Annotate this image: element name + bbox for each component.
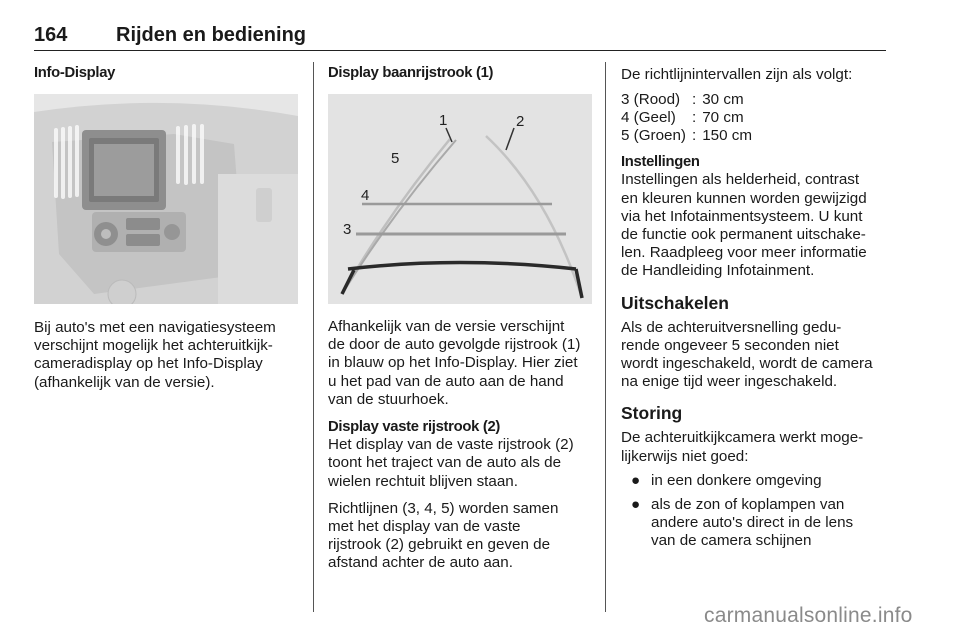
switch-off-paragraph: Als de achteruitversnelling gedu- rende ongeveer 5 seconden niet wordt ingeschakeld, wordt de camera na enige tijd weer ingeschakeld. — [621, 318, 873, 391]
bullet-text: als de zon of koplampen van andere auto's direct in de lens van de camera schijnen — [651, 496, 854, 550]
figure-label-2: 2 — [516, 113, 525, 130]
figure-label-1: 1 — [439, 112, 448, 129]
column-1 — [34, 64, 304, 82]
bullet-dot: ● — [631, 471, 641, 489]
page-number: 164 — [34, 24, 68, 46]
fixed-lane-heading: Display vaste rijstrook (2) — [328, 419, 500, 436]
lane-paragraph-1: Afhankelijk van de versie verschijnt de door de auto gevolgde rijstrook (1) in blauw op het Info-Display. Hier ziet u het pad van de auto aan de hand van de stuurhoek. — [328, 318, 581, 408]
switch-off-heading: Uitschakelen — [621, 292, 729, 313]
figure-label-4: 4 — [361, 187, 370, 204]
column-1-text — [34, 319, 304, 392]
bullet-item — [621, 472, 891, 490]
info-display-heading: Info-Display — [34, 65, 116, 81]
bullet-dot: ● — [631, 496, 641, 514]
interval-label: 4 (Geel) — [621, 109, 676, 127]
page-header — [34, 24, 886, 51]
page-title: Rijden en bediening — [116, 24, 307, 46]
interval-row — [621, 91, 758, 109]
interval-row — [621, 127, 758, 145]
column-divider-2 — [605, 62, 606, 612]
watermark: carmanualsonline.info — [704, 604, 913, 627]
interval-value: 150 cm — [702, 127, 753, 145]
guidelines-paragraph: Richtlijnen (3, 4, 5) worden samen met het display van de vaste rijstrook (2) gebruikt en geven de afstand achter de auto aan. — [328, 499, 559, 572]
interval-row — [621, 109, 758, 127]
figure-label-5: 5 — [391, 150, 400, 167]
dashboard-illustration — [34, 94, 298, 304]
figure-label-3: 3 — [343, 221, 352, 238]
settings-paragraph: Instellingen als helderheid, contrast en kleuren kunnen worden gewijzigd via het Infotainmentsysteem. U kunt de functie ook permanent uitschake- len. Raadpleeg voor meer informatie de Handleiding Infotainment. — [621, 171, 867, 280]
interval-label: 5 (Groen) — [621, 127, 686, 145]
rear-camera-guidelines-figure — [328, 94, 592, 304]
column-2-text — [328, 318, 600, 573]
interval-value: 70 cm — [702, 109, 744, 127]
column-2 — [328, 64, 598, 82]
intervals-table — [621, 91, 758, 145]
interval-label: 3 (Rood) — [621, 91, 681, 109]
fixed-lane-paragraph: Het display van de vaste rijstrook (2) toont het traject van de auto als de wielen rechtuit blijven staan. — [328, 436, 574, 490]
column-3 — [621, 66, 891, 551]
column-divider-1 — [313, 62, 314, 612]
interval-value: 30 cm — [702, 91, 744, 109]
interval-separator: : — [692, 109, 697, 127]
fault-heading: Storing — [621, 403, 683, 424]
info-display-paragraph: Bij auto's met een navigatiesysteem verschijnt mogelijk het achteruitkijk- cameradisplay op het Info-Display (afhankelijk van de versie). — [34, 319, 276, 391]
settings-heading: Instellingen — [621, 154, 700, 171]
bullet-item — [621, 496, 891, 551]
interval-separator: : — [692, 91, 697, 109]
bullet-text: in een donkere omgeving — [651, 471, 822, 489]
lane-display-heading: Display baanrijstrook (1) — [328, 65, 494, 81]
intervals-intro: De richtlijnintervallen zijn als volgt: — [621, 66, 853, 83]
fault-paragraph: De achteruitkijkcamera werkt moge- lijkerwijs niet goed: — [621, 429, 864, 465]
interval-separator: : — [692, 127, 697, 145]
